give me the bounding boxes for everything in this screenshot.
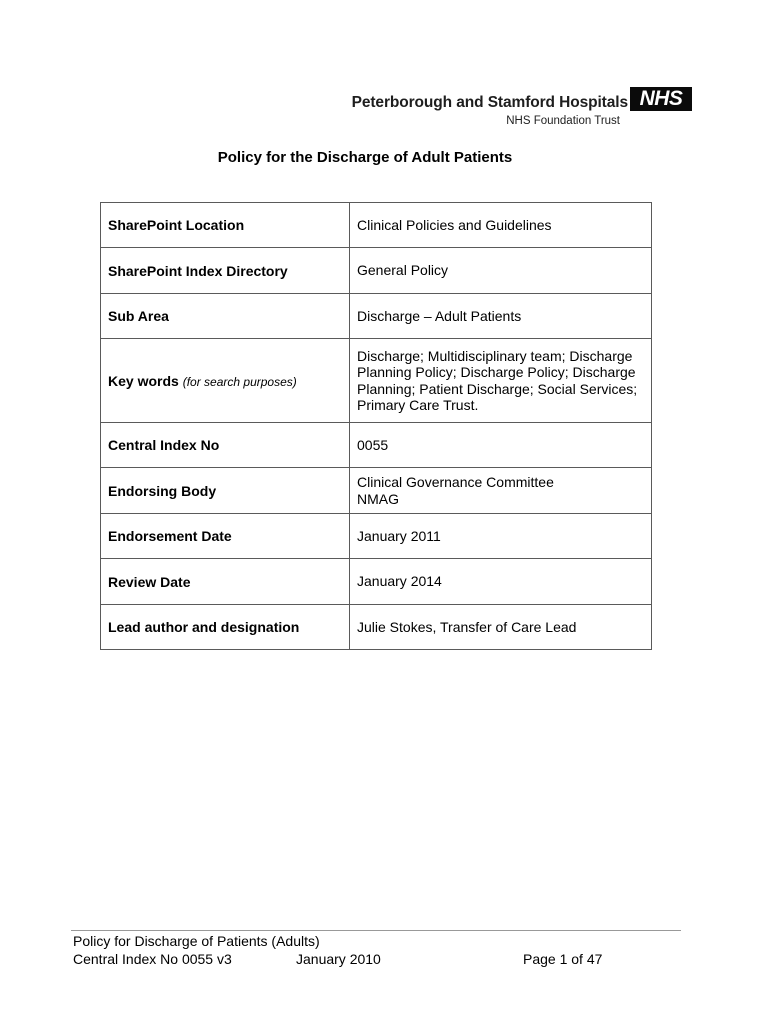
footer-document-name: Policy for Discharge of Patients (Adults) <box>73 933 320 949</box>
row-value <box>350 468 652 514</box>
footer-index: Central Index No 0055 v3 <box>73 951 232 967</box>
row-label: Central Index No <box>101 423 350 468</box>
row-value: Julie Stokes, Transfer of Care Lead <box>350 605 652 650</box>
table-row <box>101 339 652 423</box>
table-row <box>101 203 652 248</box>
nhs-logo: NHS <box>630 87 692 111</box>
row-label: Review Date <box>101 559 350 605</box>
row-label: SharePoint Location <box>101 203 350 248</box>
table-row <box>101 294 652 339</box>
table-row <box>101 514 652 559</box>
row-value: General Policy <box>350 248 652 294</box>
document-title: Policy for the Discharge of Adult Patients <box>217 149 513 166</box>
table-row <box>101 468 652 514</box>
row-value: January 2011 <box>350 514 652 559</box>
keywords-label: Key words <box>108 372 179 389</box>
page-footer <box>73 932 633 968</box>
row-value: Clinical Policies and Guidelines <box>350 203 652 248</box>
row-value: January 2014 <box>350 559 652 605</box>
footer-details <box>73 950 633 968</box>
endorsing-body-line: Clinical Governance Committee <box>357 474 554 490</box>
table-row <box>101 423 652 468</box>
row-label: Lead author and designation <box>101 605 350 650</box>
table-row <box>101 559 652 605</box>
policy-info-table <box>100 202 652 650</box>
row-value: 0055 <box>350 423 652 468</box>
row-value: Discharge – Adult Patients <box>350 294 652 339</box>
keywords-hint: (for search purposes) <box>182 374 297 389</box>
organisation-subtitle: NHS Foundation Trust <box>506 115 620 127</box>
endorsing-body-line: NMAG <box>357 490 399 507</box>
table-row <box>101 248 652 294</box>
table-row <box>101 605 652 650</box>
row-label: Sub Area <box>101 294 350 339</box>
row-value: Discharge; Multidisciplinary team; Discharge Planning Policy; Discharge Policy; Discharge Planning; Patient Discharge; Social Services; Primary Care Trust. <box>350 339 652 423</box>
row-label: Endorsement Date <box>101 514 350 559</box>
organisation-header <box>346 94 628 128</box>
footer-divider <box>71 930 681 931</box>
row-label <box>101 339 350 423</box>
footer-date: January 2010 <box>296 951 381 967</box>
organisation-name: Peterborough and Stamford Hospitals <box>351 94 628 111</box>
row-label: Endorsing Body <box>101 468 350 514</box>
footer-page-number: Page 1 of 47 <box>523 951 603 967</box>
row-label: SharePoint Index Directory <box>101 248 350 294</box>
